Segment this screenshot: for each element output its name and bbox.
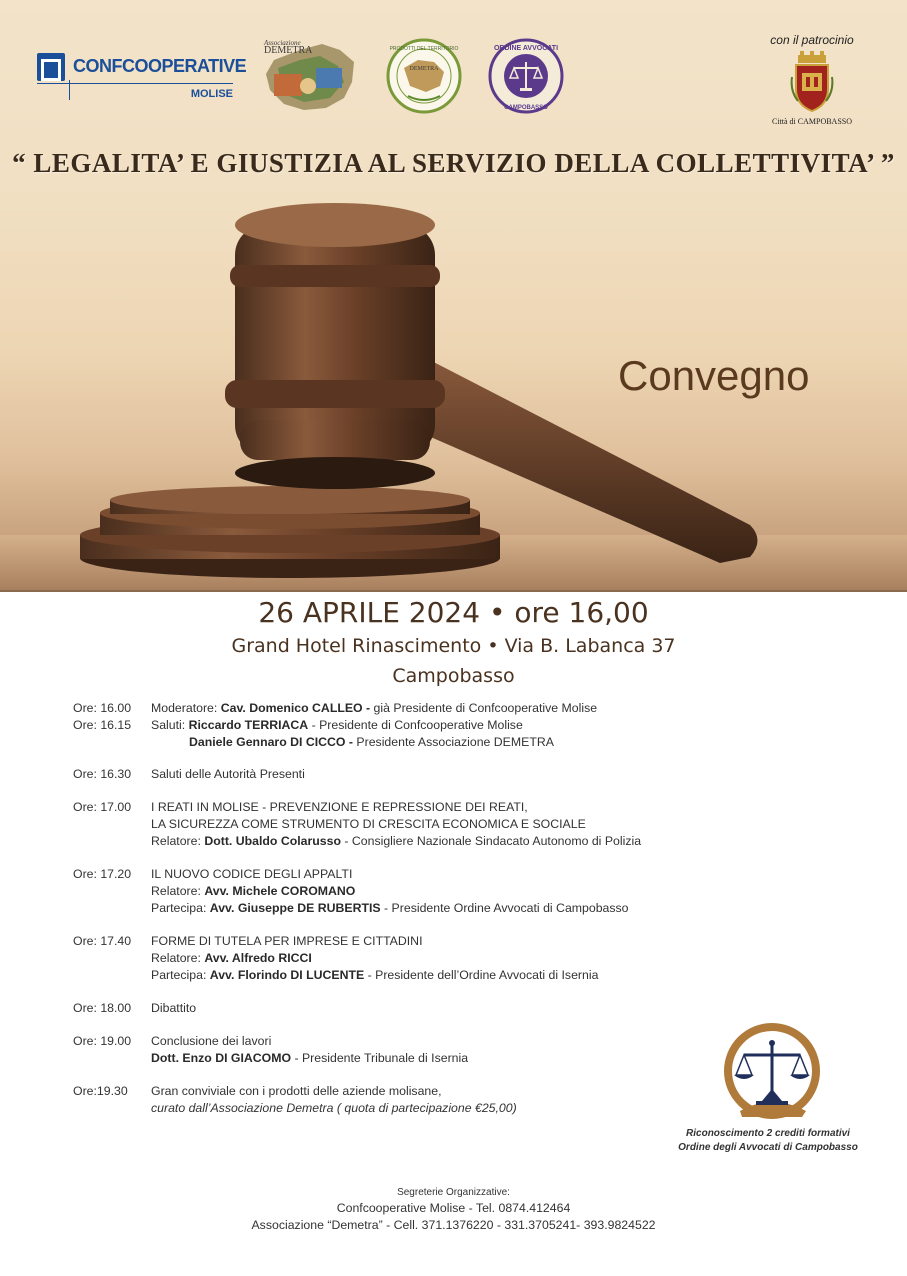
program-body bbox=[151, 1083, 713, 1117]
program-person: Avv. Michele COROMANO bbox=[204, 884, 356, 898]
program-line: Gran conviviale con i prodotti delle aziende molisane, bbox=[151, 1084, 442, 1098]
credits-line: Ordine degli Avvocati di Campobasso bbox=[678, 1142, 858, 1153]
demetra-logo bbox=[260, 38, 360, 114]
program-line: I REATI IN MOLISE - PREVENZIONE E REPRESSIONE DEI REATI, bbox=[151, 800, 528, 814]
program-person: Daniele Gennaro DI CICCO - bbox=[189, 735, 357, 749]
program-line: curato dall’Associazione Demetra ( quota di partecipazione €25,00) bbox=[151, 1101, 517, 1115]
program-item bbox=[73, 766, 713, 783]
hero-banner bbox=[0, 0, 907, 590]
confcooperative-logo bbox=[37, 50, 247, 102]
patrocinio-label: con il patrocinio bbox=[770, 33, 854, 47]
hero-divider bbox=[0, 590, 907, 592]
program-person: Avv. Florindo DI LUCENTE bbox=[209, 968, 365, 982]
program-line: IL NUOVO CODICE DEGLI APPALTI bbox=[151, 867, 353, 881]
program-line bbox=[151, 900, 713, 917]
program-person: Dott. Enzo DI GIACOMO bbox=[151, 1051, 292, 1065]
demetra-name-text: DEMETRA bbox=[264, 45, 313, 56]
program-line bbox=[151, 967, 713, 984]
program-line: LA SICUREZZA COME STRUMENTO DI CRESCITA ECONOMICA E SOCIALE bbox=[151, 817, 586, 831]
program-body bbox=[151, 1033, 713, 1067]
prodotti-ring-text: PRODOTTI DEL TERRITORIO bbox=[389, 46, 459, 52]
program-line bbox=[151, 700, 713, 717]
program-line bbox=[151, 1050, 713, 1067]
program-text: Moderatore: bbox=[151, 701, 221, 715]
program-line: Dibattito bbox=[151, 1001, 197, 1015]
program-time: Ore: 16.30 bbox=[73, 767, 132, 781]
program-person: Dott. Ubaldo Colarusso bbox=[204, 834, 341, 848]
program-text: Partecipa: bbox=[151, 968, 210, 982]
event-date-time: 26 APRILE 2024 • ore 16,00 bbox=[258, 596, 649, 629]
program-body bbox=[151, 866, 713, 917]
demetra-small-text: Associazione bbox=[264, 39, 301, 47]
program-line bbox=[151, 717, 713, 734]
program-time: Ore:19.30 bbox=[73, 1084, 128, 1098]
confcooperative-name: CONFCOOPERATIVE bbox=[73, 56, 247, 76]
ordine-avvocati-logo bbox=[488, 38, 564, 114]
program-text: Relatore: bbox=[151, 884, 205, 898]
program-line: Saluti delle Autorità Presenti bbox=[151, 767, 305, 781]
program-time: Ore: 16.15 bbox=[73, 718, 132, 732]
avvocati-bottom-text: CAMPOBASSO bbox=[504, 105, 548, 111]
avvocati-top-text: ORDINE AVVOCATI bbox=[493, 45, 559, 52]
program-body bbox=[151, 1000, 713, 1017]
program-time: Ore: 17.40 bbox=[73, 934, 132, 948]
program-time: Ore: 19.00 bbox=[73, 1034, 132, 1048]
event-title: “ LEGALITA’ E GIUSTIZIA AL SERVIZIO DELLA COLLETTIVITA’ ” bbox=[12, 148, 895, 178]
program-text: - Presidente dell’Ordine Avvocati di Isernia bbox=[364, 968, 599, 982]
program-item bbox=[73, 1083, 713, 1117]
program-item bbox=[73, 1033, 713, 1067]
footer-contact: Confcooperative Molise - Tel. 0874.412464 bbox=[336, 1201, 571, 1215]
program-person: Riccardo TERRIACA bbox=[188, 718, 309, 732]
program-list bbox=[73, 700, 713, 1117]
confcooperative-mark-icon bbox=[37, 53, 65, 81]
footer-contact: Associazione “Demetra” - Cell. 371.1376220 - 331.3705241- 393.9824522 bbox=[251, 1218, 656, 1232]
program-text: già Presidente di Confcooperative Molise bbox=[373, 701, 598, 715]
convegno-label: Convegno bbox=[618, 352, 810, 399]
patrocinio-block bbox=[752, 33, 872, 126]
program-body bbox=[151, 766, 713, 783]
program-time: Ore: 17.00 bbox=[73, 800, 132, 814]
prodotti-territorio-logo bbox=[386, 38, 462, 114]
program-person: Cav. Domenico CALLEO - bbox=[220, 701, 374, 715]
program-line bbox=[151, 833, 713, 850]
program-person: Avv. Giuseppe DE RUBERTIS bbox=[209, 901, 381, 915]
program-text: Saluti: bbox=[151, 718, 189, 732]
program-body bbox=[151, 717, 713, 751]
credits-line: Riconoscimento 2 crediti formativi bbox=[686, 1128, 850, 1139]
footer-label: Segreterie Organizzative: bbox=[397, 1187, 510, 1198]
program-item bbox=[73, 1000, 713, 1017]
credits-note bbox=[668, 1127, 868, 1155]
event-venue: Grand Hotel Rinascimento • Via B. Labanca 37 bbox=[231, 635, 676, 657]
program-line bbox=[151, 734, 713, 751]
event-city: Campobasso bbox=[392, 665, 515, 687]
program-person: Avv. Alfredo RICCI bbox=[204, 951, 312, 965]
program-item bbox=[73, 933, 713, 984]
program-line bbox=[151, 950, 713, 967]
program-text: Relatore: bbox=[151, 951, 205, 965]
program-text: Partecipa: bbox=[151, 901, 210, 915]
program-body bbox=[151, 799, 713, 850]
program-time: Ore: 18.00 bbox=[73, 1001, 132, 1015]
program-time: Ore: 17.20 bbox=[73, 867, 132, 881]
scales-of-justice-icon bbox=[722, 1023, 822, 1123]
program-item bbox=[73, 799, 713, 850]
program-text: Presidente Associazione DEMETRA bbox=[356, 735, 554, 749]
prodotti-center-text: DEMETRA bbox=[409, 66, 439, 72]
program-item bbox=[73, 717, 713, 751]
program-text: - Presidente Ordine Avvocati di Campobasso bbox=[380, 901, 629, 915]
program-item bbox=[73, 866, 713, 917]
footer bbox=[0, 1186, 907, 1234]
program-line: FORME DI TUTELA PER IMPRESE E CITTADINI bbox=[151, 934, 423, 948]
program-item bbox=[73, 700, 713, 717]
program-text: - Consigliere Nazionale Sindacato Autonomo di Polizia bbox=[340, 834, 642, 848]
patrocinio-city: Città di CAMPOBASSO bbox=[771, 117, 853, 126]
program-body bbox=[151, 933, 713, 984]
program-text: - Presidente Tribunale di Isernia bbox=[291, 1051, 469, 1065]
program-body bbox=[151, 700, 713, 717]
program-text: Relatore: bbox=[151, 834, 205, 848]
program-line bbox=[151, 883, 713, 900]
program-line: Conclusione dei lavori bbox=[151, 1034, 272, 1048]
program-text: - Presidente di Confcooperative Molise bbox=[308, 718, 523, 732]
program-time: Ore: 16.00 bbox=[73, 701, 132, 715]
logo-underline bbox=[37, 83, 233, 84]
campobasso-crest-icon bbox=[790, 51, 834, 115]
confcooperative-region: MOLISE bbox=[190, 88, 233, 100]
